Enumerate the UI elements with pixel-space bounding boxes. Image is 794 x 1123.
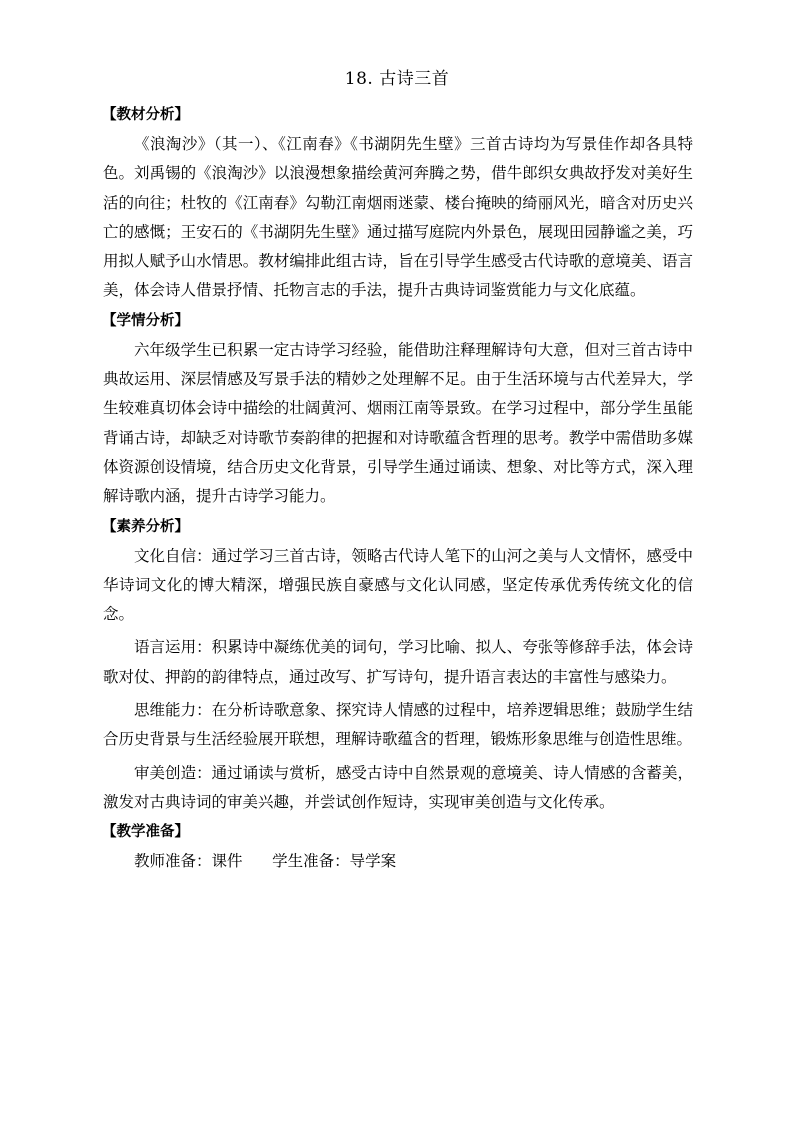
section-heading-textbook-analysis: 【教材分析】 [102, 107, 189, 123]
section-heading-teaching-preparation: 【教学准备】 [102, 824, 189, 841]
page-title: 18. 古诗三首 [344, 69, 450, 89]
teacher-preparation: 教师准备：课件 [134, 852, 243, 871]
literacy-cultural-confidence-paragraph: 文化自信：通过学习三首古诗，领略古代诗人笔下的山河之美与人文情怀，感受中华诗词文化的博大精深，增强民族自豪感与文化认同感，坚定传承优秀传统文化的信念。 [103, 546, 693, 624]
literacy-thinking-paragraph: 思维能力：在分析诗歌意象、探究诗人情感的过程中，培养逻辑思维；鼓励学生结合历史背景与生活经验展开联想，理解诗歌蕴含的哲理，锻炼形象思维与创造性思维。 [103, 701, 693, 749]
teaching-preparation-line [103, 847, 693, 876]
textbook-analysis-paragraph: 《浪淘沙》（其一）、《江南春》《书湖阴先生壁》三首古诗均为写景佳作却各具特色。刘禹锡的《浪淘沙》以浪漫想象描绘黄河奔腾之势，借牛郎织女典故抒发对美好生活的向往；杜牧的《江南春》勾勒江南烟雨迷蒙、楼台掩映的绮丽风光，暗含对历史兴亡的感慨；王安石的《书湖阴先生壁》通过描写庭院内外景色，展现田园静谧之美，巧用拟人赋予山水情思。教材编排此组古诗，旨在引导学生感受古代诗歌的意境美、语言美，体会诗人借景抒情、托物言志的手法，提升古典诗词鉴赏能力与文化底蕴。 [103, 135, 693, 300]
student-analysis-paragraph: 六年级学生已积累一定古诗学习经验，能借助注释理解诗句大意，但对三首古诗中典故运用、深层情感及写景手法的精妙之处理解不足。由于生活环境与古代差异大，学生较难真切体会诗中描绘的壮阔黄河、烟雨江南等景致。在学习过程中，部分学生虽能背诵古诗，却缺乏对诗歌节奏韵律的把握和对诗歌蕴含哲理的思考。教学中需借助多媒体资源创设情境，结合历史文化背景，引导学生通过诵读、想象、对比等方式，深入理解诗歌内涵，提升古诗学习能力。 [103, 340, 693, 506]
literacy-aesthetic-paragraph: 审美创造：通过诵读与赏析，感受古诗中自然景观的意境美、诗人情感的含蓄美，激发对古典诗词的审美兴趣，并尝试创作短诗，实现审美创造与文化传承。 [103, 763, 693, 811]
section-heading-literacy-analysis: 【素养分析】 [102, 518, 189, 535]
document-body [103, 100, 693, 877]
section-heading-student-analysis: 【学情分析】 [102, 312, 189, 329]
literacy-language-use-paragraph: 语言运用：积累诗中凝练优美的词句，学习比喻、拟人、夸张等修辞手法，体会诗歌对仗、押韵的韵律特点，通过改写、扩写诗句，提升语言表达的丰富性与感染力。 [103, 638, 693, 686]
student-preparation: 学生准备：导学案 [272, 852, 397, 871]
